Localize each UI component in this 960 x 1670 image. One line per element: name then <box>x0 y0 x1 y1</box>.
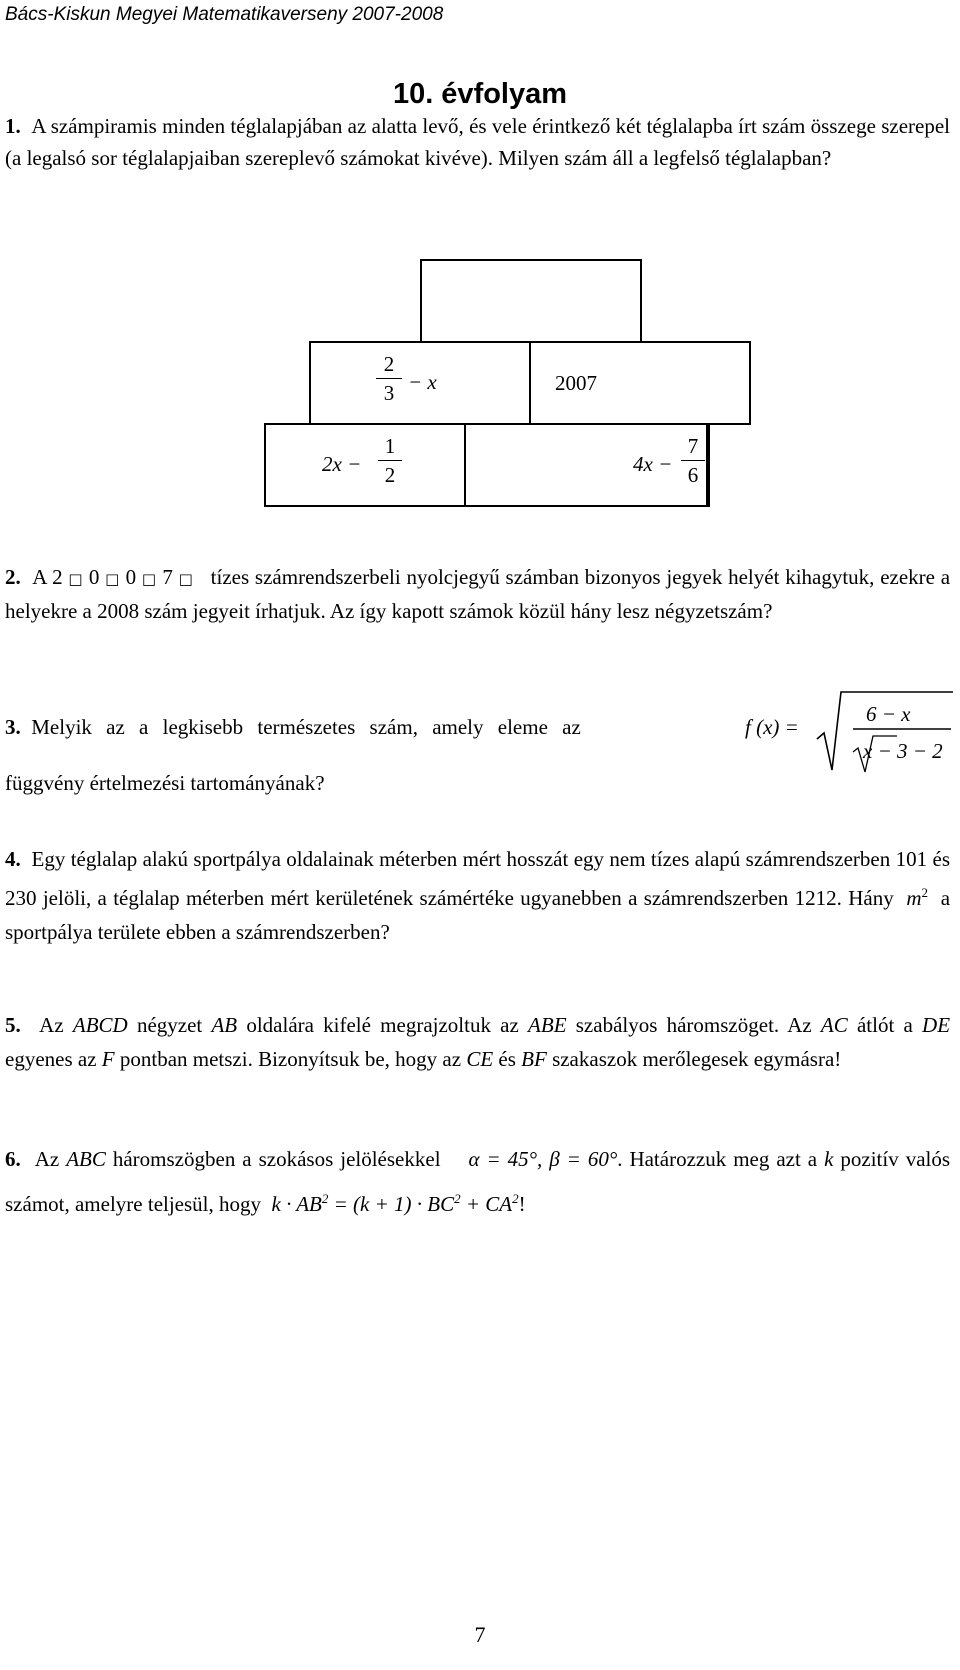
bot-left-term: 2x − <box>322 452 362 476</box>
page-header: Bács-Kiskun Megyei Matematikaverseny 2007-2008 <box>5 4 444 25</box>
function-label: f (x) = <box>745 715 799 739</box>
pyramid-top-box <box>420 259 642 343</box>
empty-digit-box-icon: □ <box>105 570 120 588</box>
problem-6-number: 6. <box>5 1147 21 1171</box>
problem-2: 2. A 2 □ 0 □ 0 □ 7 □ tízes számrendszerbeli nyolcjegyű számban bizonyos jegyek helyét kihagytuk, ezekre a helyekre a 2008 szám jegyeit írhatjuk. Az így kapott számok közül hány lesz négyzetszám? <box>5 565 951 623</box>
angle-values: α = 45°, β = 60° <box>468 1147 618 1171</box>
problem-2-number: 2. <box>5 565 21 589</box>
function-denominator: x − 3 − 2 <box>863 739 943 763</box>
empty-digit-box-icon: □ <box>141 570 157 588</box>
problem-3-line1: 3. Melyik az a legkisebb természetes szám, amely eleme az <box>5 715 581 739</box>
problem-1-text: A számpiramis minden téglalapjában az alatta levő, és vele érintkező két téglalapba írt szám összege szerepel (a legalsó sor téglalapjaiban szereplevő számokat kivéve). Milyen szám áll a legfelső téglalapban? <box>5 114 951 170</box>
mid-left-fraction: 2 3 <box>376 350 402 407</box>
problem-5: 5. Az ABCD négyzet AB oldalára kifelé megrajzoltuk az ABE szabályos háromszöget. Az AC átlót a DE egyenes az F pontban metszi. Bizonyítsuk be, hogy az CE és BF szakaszok merőlegesek egymásra! <box>5 1013 951 1071</box>
equation: $k \cdot AB^2 = (k + 1) \cdot BC^2 + CA^2$ <box>271 1191 519 1216</box>
empty-digit-box-icon: □ <box>178 570 194 588</box>
mid-left-rest: − x <box>408 370 437 394</box>
problem-3-line2: függvény értelmezési tartományának? <box>5 771 325 795</box>
problem-1-number: 1. <box>5 114 21 138</box>
problem-4-number: 4. <box>5 847 21 871</box>
pyramid-bot-left-box <box>264 423 466 507</box>
problem-4: 4. Egy téglalap alakú sportpálya oldalainak méterben mért hosszát egy nem tízes alapú számrendszerben 101 és 230 jelöli, a téglalap méterben mért kerületének számértéke ugyanebben a számrendszerben 1212. Hány $m^2$ a sportpálya területe ebben a számrendszerben? <box>5 847 951 944</box>
page-number: 7 <box>474 1622 486 1647</box>
mid-right-value: 2007 <box>555 371 597 395</box>
problem-5-number: 5. <box>5 1013 21 1037</box>
bot-right-term: 4x − <box>633 452 673 476</box>
bot-left-fraction: 1 2 <box>378 432 402 489</box>
problem-2-text: tízes számrendszerbeli nyolcjegyű számban bizonyos jegyek helyét kihagytuk, ezekre a helyekre a 2008 szám jegyeit írhatjuk. Az így kapott számok közül hány lesz négyzetszám? <box>5 565 951 623</box>
bot-right-fraction: 7 6 <box>681 432 705 489</box>
problem-1 <box>5 110 950 174</box>
function-numerator: 6 − x <box>866 702 911 726</box>
problem-3-number: 3. <box>5 715 21 739</box>
empty-digit-box-icon: □ <box>68 570 84 588</box>
problem-6: 6. Az ABC háromszögben a szokásos jelölésekkel α = 45°, β = 60°. Határozzuk meg azt a k pozitív valós számot, amelyre teljesül, hogy $k \cdot AB^2 = (k + 1) \cdot BC^2 + CA^2$! <box>5 1147 951 1216</box>
grade-title: 10. évfolyam <box>392 78 568 110</box>
